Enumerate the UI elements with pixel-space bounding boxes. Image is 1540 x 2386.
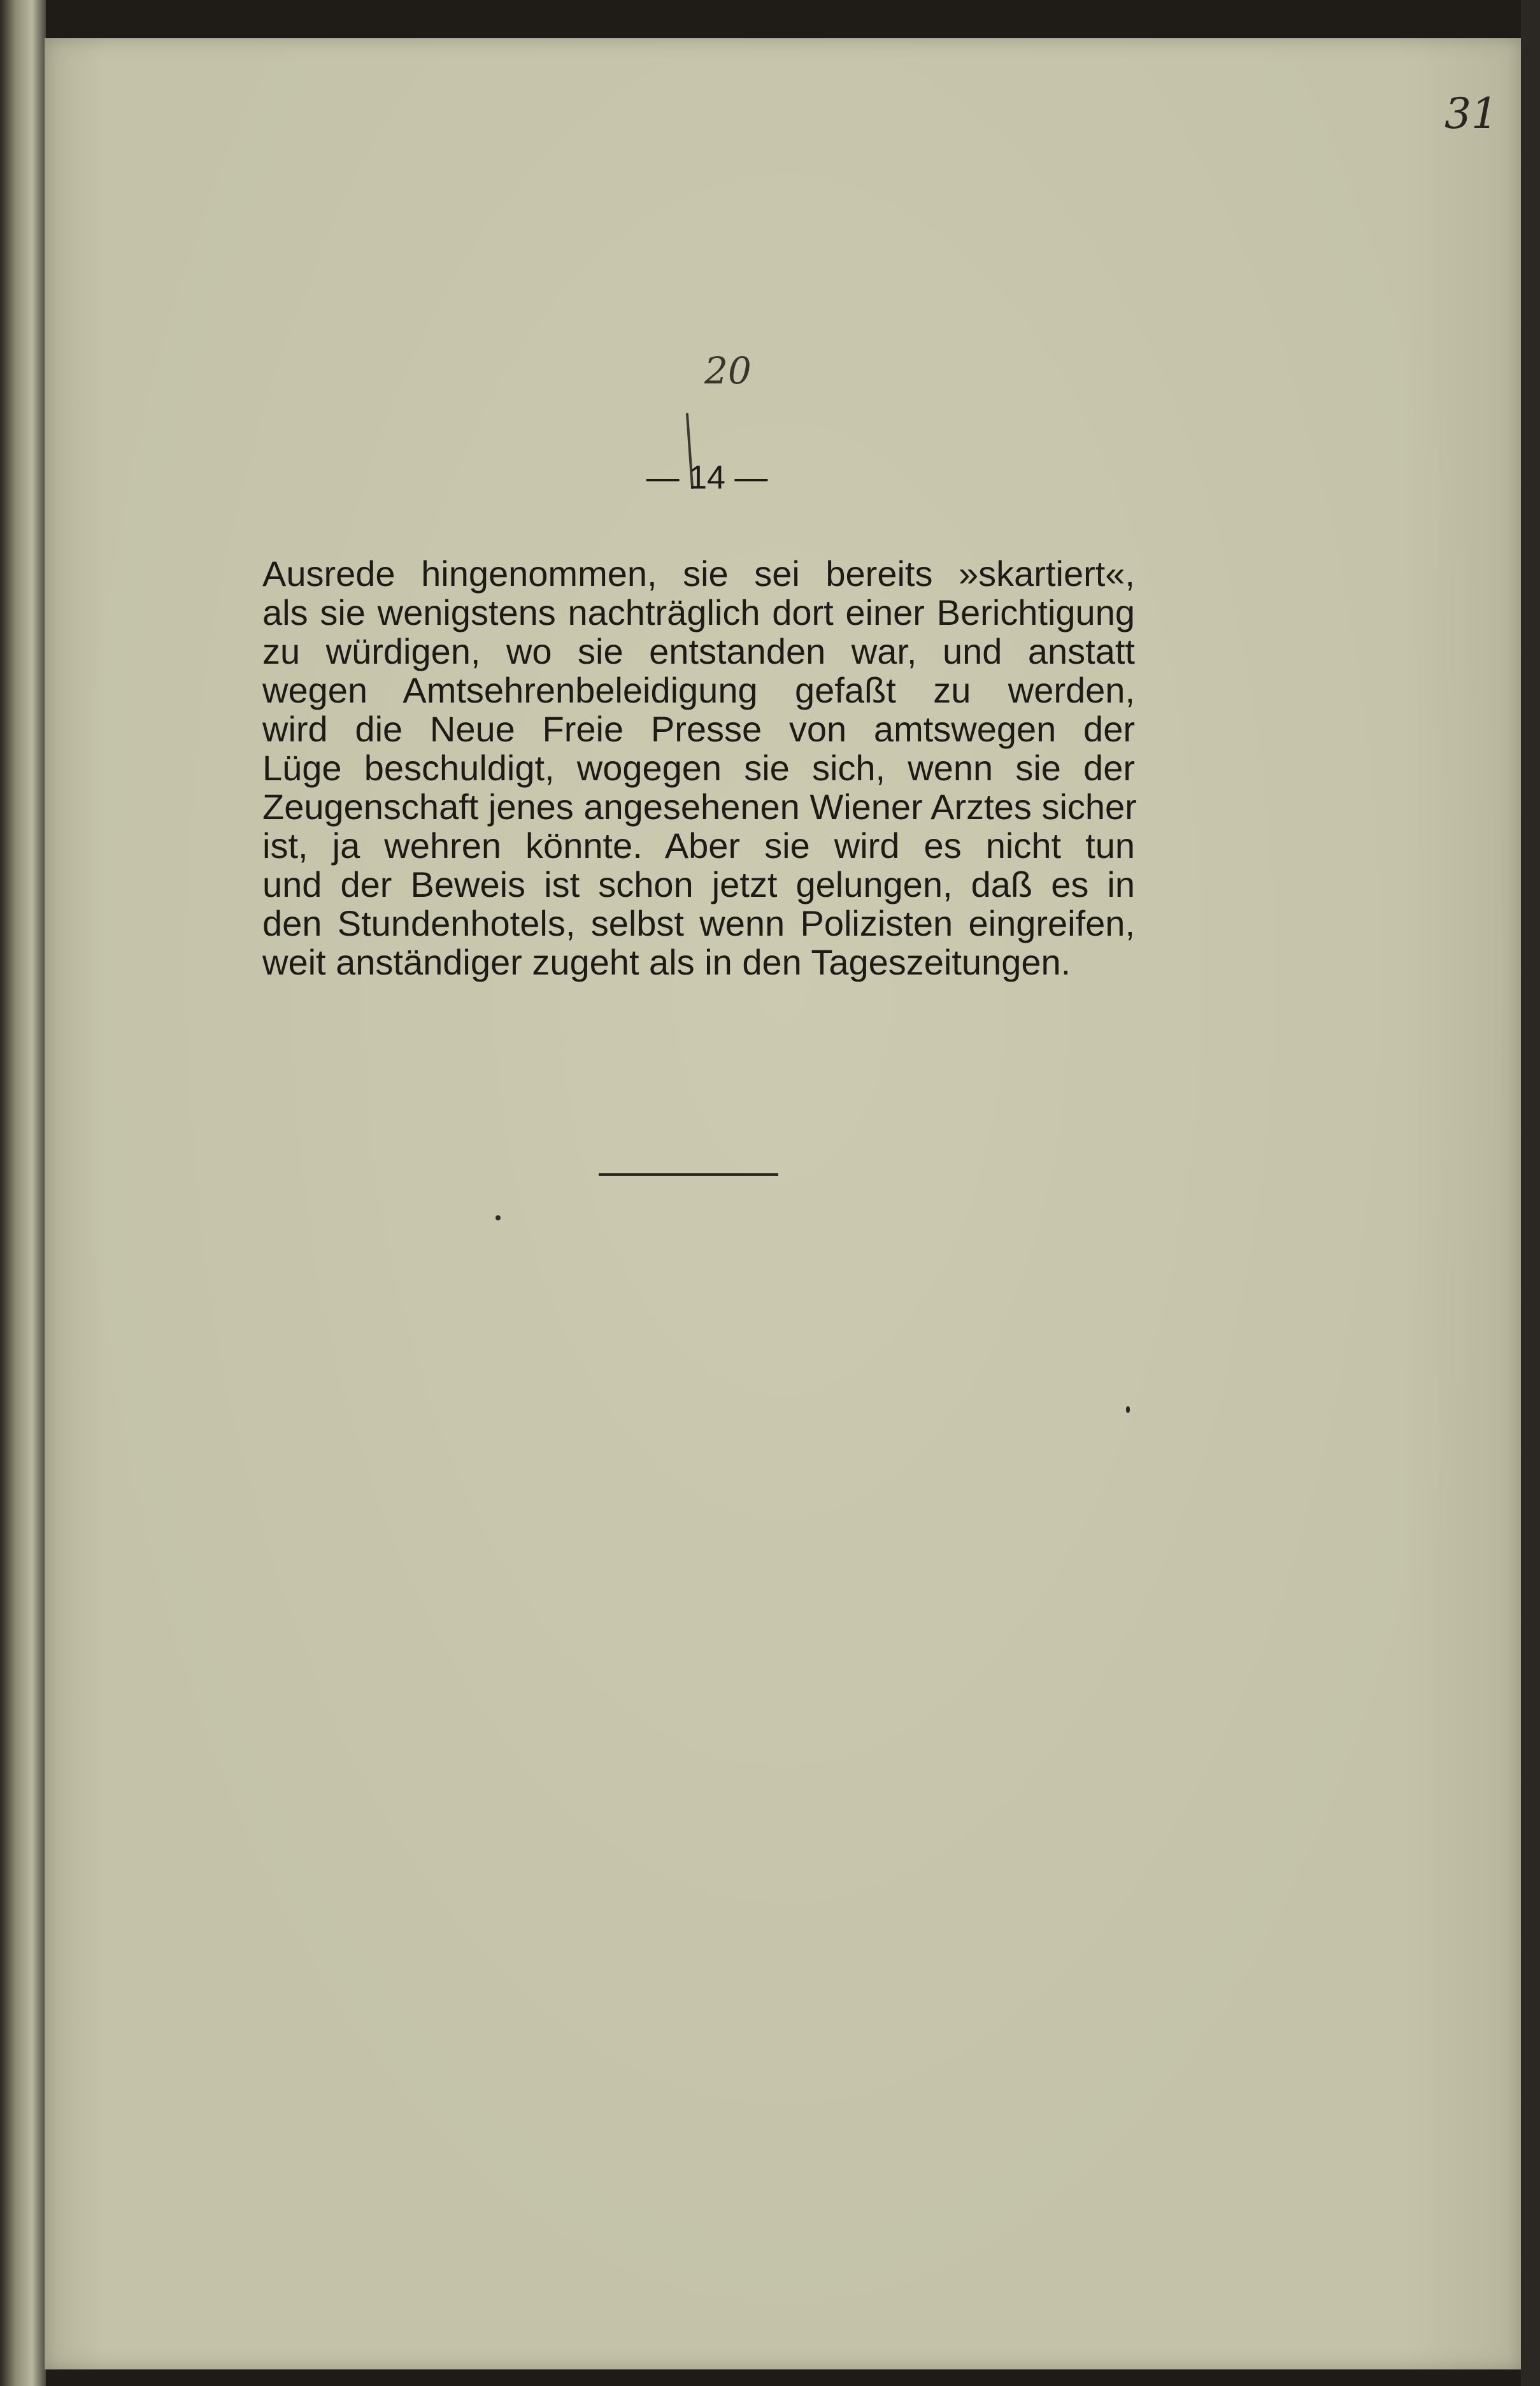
text-line: und der Beweis ist schon jetzt gelungen, daß es in xyxy=(262,864,1135,904)
page-number: — 14 — xyxy=(646,459,768,496)
text-line: Zeugenschaft jenes angesehenen Wiener Arztes sicher xyxy=(262,787,1137,827)
paper-speck xyxy=(1126,1406,1130,1413)
paper-speck xyxy=(496,1215,501,1220)
text-line: wird die Neue Freie Presse von amtswegen der xyxy=(262,709,1135,749)
folio-number: 31 xyxy=(1444,89,1498,138)
page-edge-shadow xyxy=(1521,0,1540,2386)
text-line: den Stundenhotels, selbst wenn Polizisten eingreifen, xyxy=(262,903,1135,943)
text-line: wegen Amtsehrenbeleidigung gefaßt zu werden, xyxy=(262,670,1135,710)
text-line: zu würdigen, wo sie entstanden war, und anstatt xyxy=(262,631,1135,671)
text-line: Ausrede hingenommen, sie sei bereits »skartiert«, xyxy=(262,554,1135,594)
text-line: Lüge beschuldigt, wogegen sie sich, wenn sie der xyxy=(262,748,1135,788)
text-line: als sie wenigstens nachträglich dort einer Berichtigung xyxy=(262,592,1135,632)
binding-strip xyxy=(0,0,46,2386)
text-line: weit anständiger zugeht als in den Tageszeitungen. xyxy=(262,942,1071,982)
document-page xyxy=(45,38,1521,2369)
handwritten-note: 20 xyxy=(704,349,752,392)
section-end-rule xyxy=(599,1173,778,1176)
text-line: ist, ja wehren könnte. Aber sie wird es nicht tun xyxy=(262,825,1135,866)
body-paragraph xyxy=(262,554,1135,982)
